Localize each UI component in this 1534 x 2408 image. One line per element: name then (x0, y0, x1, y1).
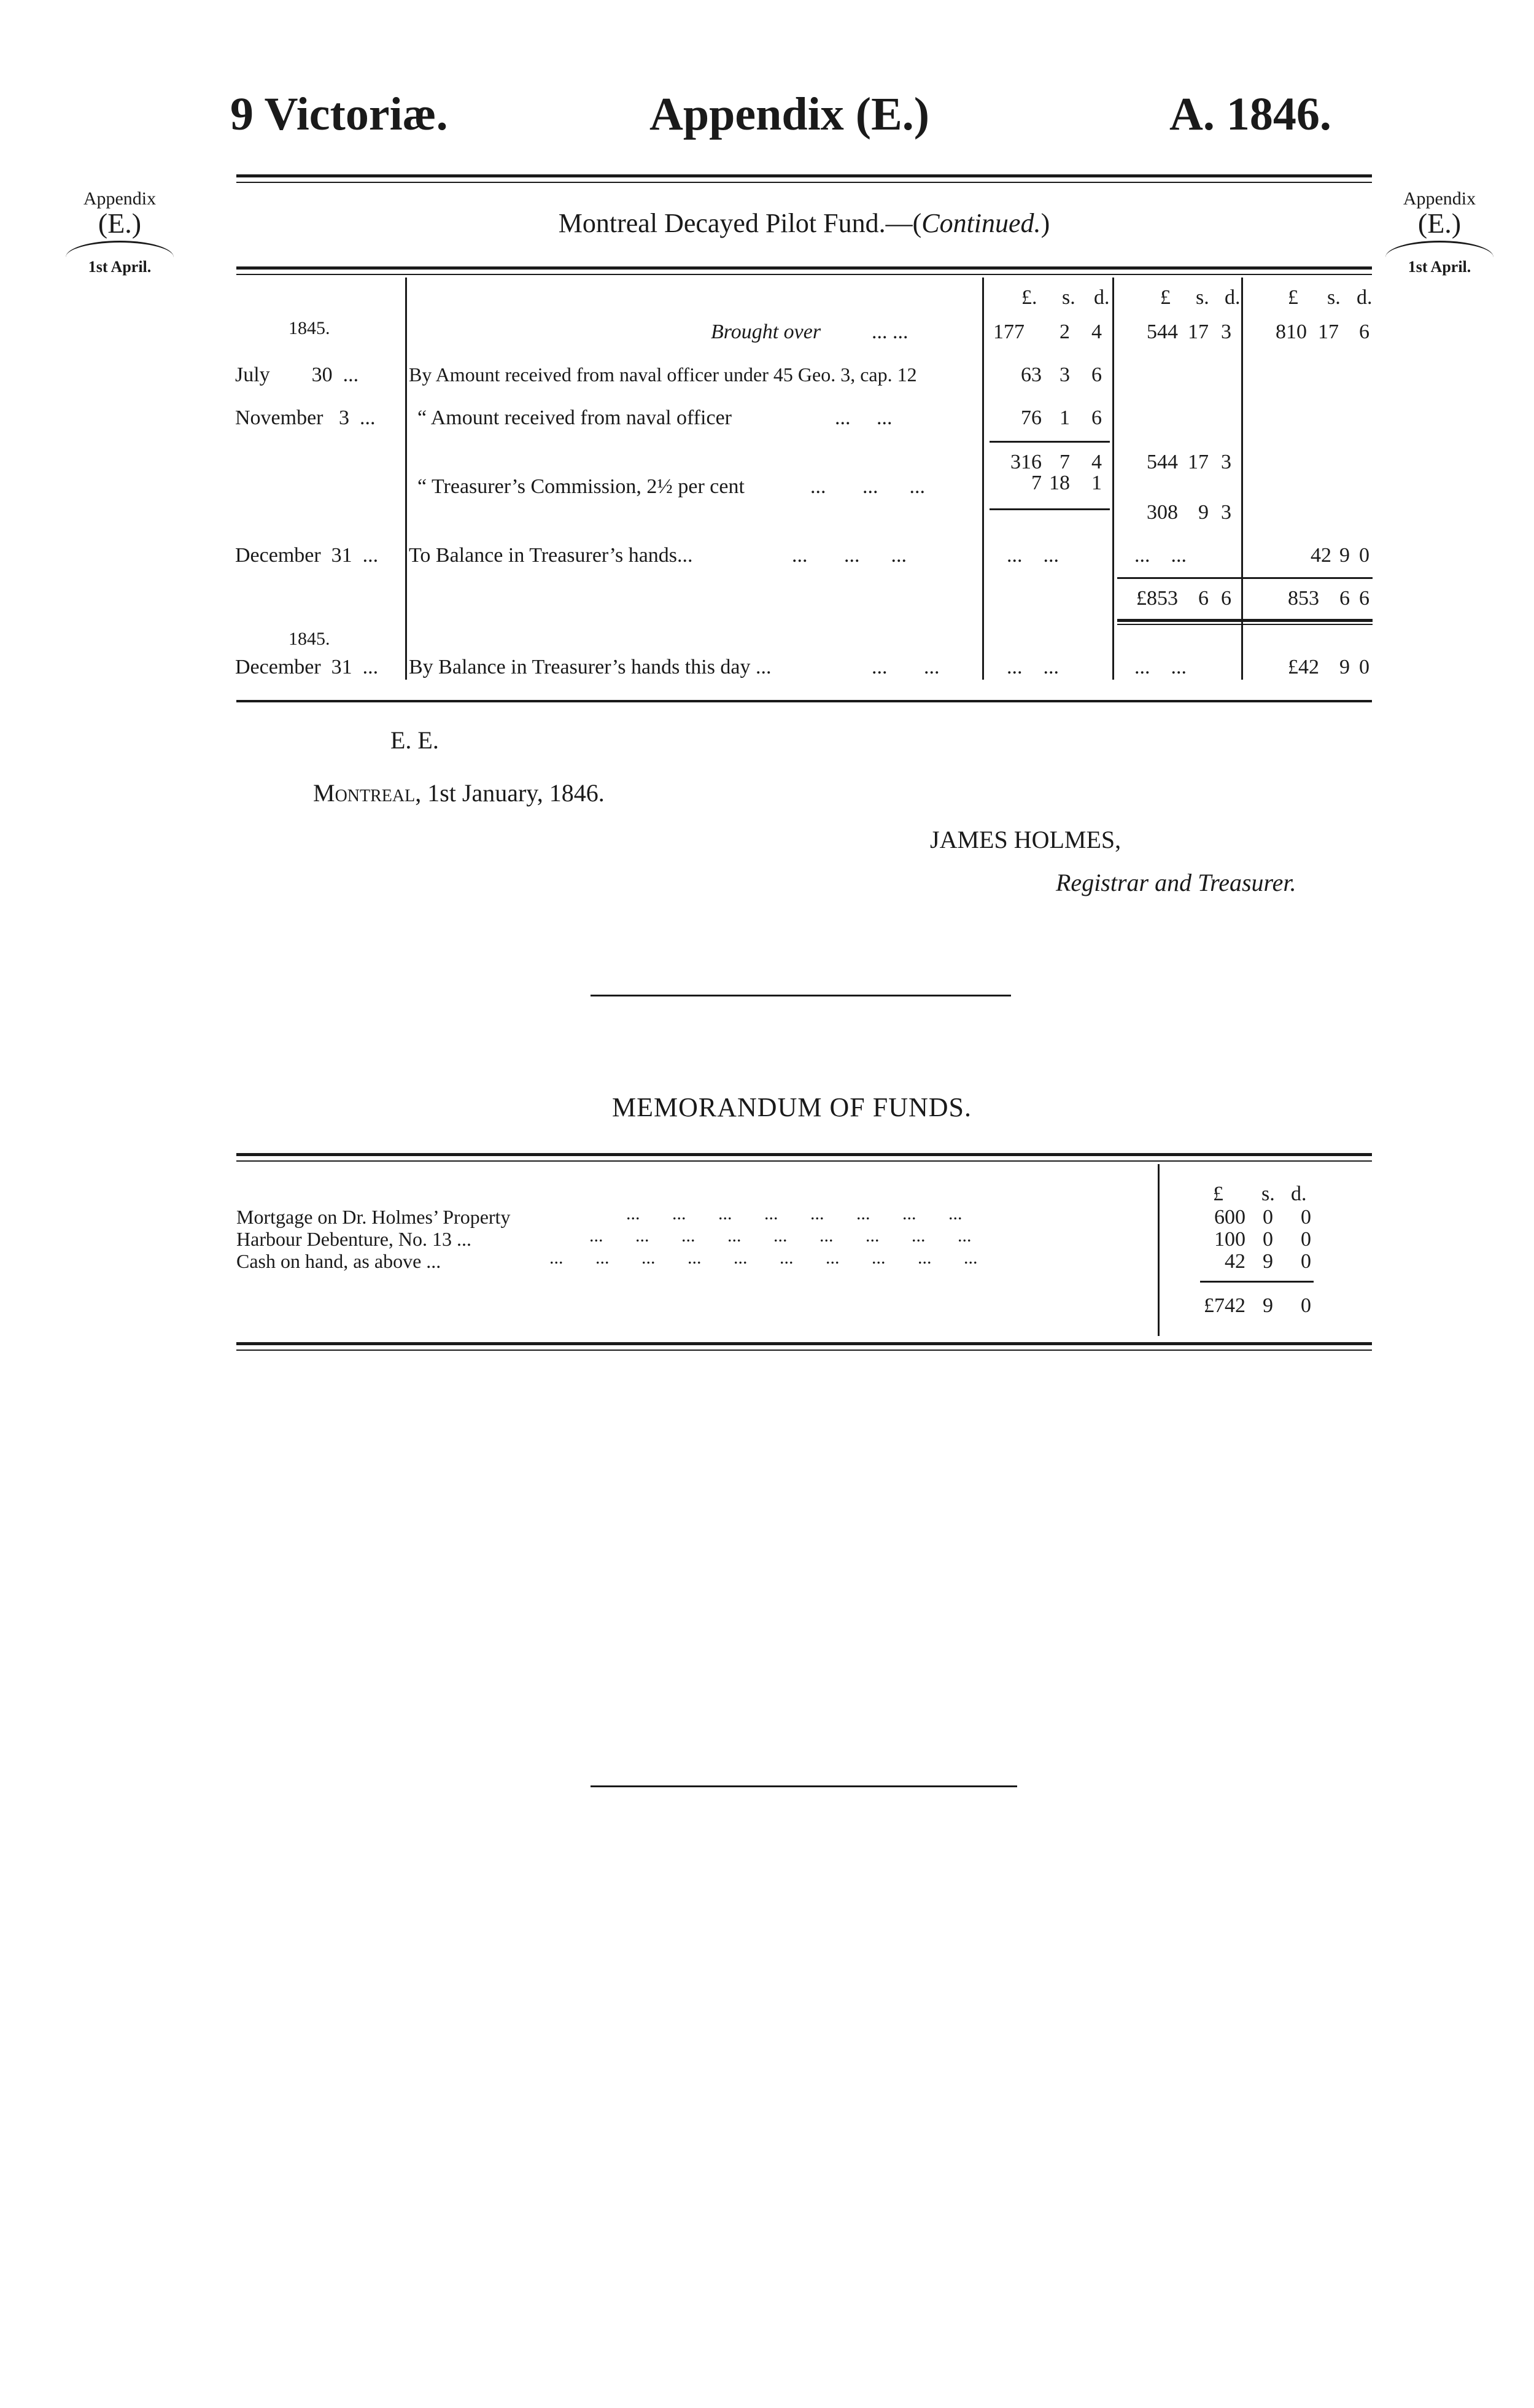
cell-c1-shillings: 3 (1059, 363, 1070, 386)
cell-c1-pounds: 7 (1031, 472, 1042, 494)
row-leader-dots: ... ... ... (792, 544, 907, 567)
row-date: 1845. (289, 318, 330, 338)
margin-appendix-letter: (E.) (98, 207, 142, 239)
cell-c3-shillings: 17 (1318, 320, 1339, 343)
cell-c3-shillings: 9 (1339, 544, 1350, 567)
margin-note-left (58, 189, 181, 275)
memo-item-pounds: 42 (1225, 1250, 1245, 1273)
memo-item-label: Cash on hand, as above ... (236, 1250, 441, 1272)
memo-item-pence: 0 (1301, 1206, 1311, 1229)
row-date: July 30 ... (235, 363, 359, 386)
col-header-c2-pounds: £ (1160, 286, 1171, 309)
table-title-close: ) (1040, 208, 1050, 238)
cell-c3-pounds: 853 (1288, 587, 1319, 610)
col-header-c3-pounds: £ (1288, 286, 1298, 309)
table-title-italic: Continued. (921, 208, 1041, 238)
header-volume: 9 Victoriæ. (230, 88, 448, 140)
row-c1-leader-dots: ... ... (1007, 656, 1059, 678)
signoff-initials: E. E. (390, 726, 439, 754)
margin-date: 1st April. (1408, 257, 1471, 276)
cell-c1-pence: 4 (1091, 451, 1102, 473)
cell-c1-pounds: 63 (1021, 363, 1042, 386)
margin-appendix-letter: (E.) (1417, 207, 1462, 239)
memo-total-pence: 0 (1301, 1294, 1311, 1317)
cell-c2-pounds: £853 (1136, 587, 1178, 610)
memo-title: MEMORANDUM OF FUNDS. (612, 1092, 972, 1122)
cell-c3-pence: 0 (1359, 656, 1369, 678)
cell-c1-pence: 6 (1091, 363, 1102, 386)
cell-c1-pounds: 177 (993, 320, 1025, 343)
cell-c3-pounds: £42 (1288, 656, 1319, 678)
memo-item-dots: ... ... ... ... ... ... ... ... (626, 1203, 963, 1224)
margin-date: 1st April. (88, 257, 152, 276)
cell-c1-pounds: 76 (1021, 406, 1042, 429)
section-separator (591, 995, 1011, 996)
cell-c1-pence: 4 (1091, 320, 1102, 343)
col-header-c1-pounds: £. (1021, 286, 1037, 309)
memo-rule-bottom (236, 1342, 1372, 1345)
memo-header-pounds: £ (1213, 1183, 1223, 1205)
total-rule-bottom-thin (1117, 624, 1373, 625)
signoff-place-date (313, 781, 605, 806)
margin-brace (66, 241, 174, 257)
cell-c3-pence: 6 (1359, 320, 1369, 343)
memo-column-divider (1158, 1164, 1160, 1336)
row-date: December 31 ... (235, 656, 379, 678)
cell-c2-pounds: 544 (1147, 451, 1178, 473)
page-end-separator (591, 1785, 1017, 1787)
signoff-name: JAMES HOLMES, (930, 826, 1121, 853)
cell-c3-pence: 6 (1359, 587, 1369, 610)
memo-header-shillings: s. (1261, 1183, 1275, 1205)
row-description: “ Treasurer’s Commission, 2½ per cent (417, 475, 745, 498)
total-rule-bottom (1117, 619, 1373, 622)
col-header-c3-pence: d. (1357, 286, 1373, 309)
cell-c1-pence: 1 (1091, 472, 1102, 494)
cell-c2-shillings: 17 (1188, 451, 1209, 473)
memo-rule-top (236, 1153, 1372, 1156)
row-leader-dots: ... ... (835, 406, 893, 429)
cell-c2-pounds: 308 (1147, 501, 1178, 524)
cell-c1-shillings: 2 (1059, 320, 1070, 343)
memo-total-rule (1200, 1281, 1314, 1283)
memo-item-shillings: 0 (1263, 1206, 1273, 1229)
margin-appendix-label: Appendix (83, 188, 157, 209)
memo-total-pounds: £742 (1204, 1294, 1245, 1317)
total-rule-top (1117, 577, 1373, 579)
memo-item-pence: 0 (1301, 1250, 1311, 1273)
col-header-c3-shillings: s. (1327, 286, 1341, 309)
row-description: “ Amount received from naval officer (417, 406, 732, 429)
cell-c2-pounds: 544 (1147, 320, 1178, 343)
signoff-date: , 1st January, 1846. (415, 779, 605, 807)
memo-item-label: Harbour Debenture, No. 13 ... (236, 1228, 471, 1250)
row-leader-dots: ... ... ... (810, 475, 925, 498)
row-date: December 31 ... (235, 544, 379, 567)
cell-c2-shillings: 9 (1198, 501, 1209, 524)
cell-c3-shillings: 9 (1339, 656, 1350, 678)
row-description: To Balance in Treasurer’s hands... (409, 544, 693, 567)
cell-c3-shillings: 6 (1339, 587, 1350, 610)
signoff-place: Montreal (313, 779, 416, 807)
row-leader-dots: ... ... (872, 320, 908, 343)
subtotal-rule-c1-b (990, 508, 1110, 510)
header-appendix: Appendix (E.) (649, 88, 930, 140)
column-divider-c1 (982, 278, 984, 680)
cell-c2-pence: 3 (1221, 451, 1231, 473)
cell-c2-shillings: 6 (1198, 587, 1209, 610)
header-rule-top (236, 174, 1372, 177)
subtotal-rule-c1 (990, 441, 1110, 443)
memo-item-shillings: 0 (1263, 1228, 1273, 1251)
cell-c3-pounds: 42 (1311, 544, 1331, 567)
cell-c1-shillings: 7 (1059, 451, 1070, 473)
col-header-c1-pence: d. (1094, 286, 1110, 309)
cell-c1-pence: 6 (1091, 406, 1102, 429)
cell-c2-shillings: 17 (1188, 320, 1209, 343)
column-divider-date (405, 278, 407, 680)
memo-item-label: Mortgage on Dr. Holmes’ Property (236, 1206, 511, 1228)
row-date-year: 1845. (289, 629, 330, 649)
cell-c3-pence: 0 (1359, 544, 1369, 567)
memo-header-pence: d. (1291, 1183, 1307, 1205)
memo-rule-bottom-thin (236, 1350, 1372, 1351)
memo-item-pounds: 100 (1214, 1228, 1245, 1251)
memo-item-shillings: 9 (1263, 1250, 1273, 1273)
table-title-text: Montreal Decayed Pilot Fund.—( (558, 208, 922, 238)
table-rule-bottom (236, 700, 1372, 702)
column-divider-c2 (1112, 278, 1114, 680)
margin-note-right (1378, 189, 1501, 275)
cell-c1-shillings: 1 (1059, 406, 1070, 429)
cell-c1-shillings: 18 (1049, 472, 1070, 494)
table-title (236, 208, 1372, 239)
memo-item-pence: 0 (1301, 1228, 1311, 1251)
margin-brace (1385, 241, 1493, 257)
col-header-c2-shillings: s. (1196, 286, 1209, 309)
table-rule-top-thin (236, 274, 1372, 275)
table-rule-top (236, 266, 1372, 270)
header-year: A. 1846. (1169, 88, 1331, 140)
memo-rule-top-thin (236, 1160, 1372, 1162)
cell-c2-pence: 6 (1221, 587, 1231, 610)
cell-c1-pounds: 316 (1010, 451, 1042, 473)
margin-appendix-label: Appendix (1403, 188, 1476, 209)
row-leader-dots: ... ... (872, 656, 940, 678)
row-c1-leader-dots: ... ... (1007, 544, 1059, 567)
row-c2-leader-dots: ... ... (1134, 656, 1187, 678)
row-description: By Amount received from naval officer under 45 Geo. 3, cap. 12 (409, 363, 917, 386)
row-description: By Balance in Treasurer’s hands this day ... (409, 656, 772, 678)
col-header-c1-shillings: s. (1062, 286, 1075, 309)
row-c2-leader-dots: ... ... (1134, 544, 1187, 567)
cell-c2-pence: 3 (1221, 320, 1231, 343)
cell-c3-pounds: 810 (1276, 320, 1307, 343)
row-date: November 3 ... (235, 406, 376, 429)
cell-c2-pence: 3 (1221, 501, 1231, 524)
memo-item-dots: ... ... ... ... ... ... ... ... ... (589, 1225, 972, 1246)
col-header-c2-pence: d. (1225, 286, 1241, 309)
header-rule-bottom (236, 182, 1372, 183)
memo-item-pounds: 600 (1214, 1206, 1245, 1229)
memo-item-dots: ... ... ... ... ... ... ... ... ... ... (549, 1248, 978, 1268)
row-description: Brought over (711, 320, 821, 343)
signoff-role: Registrar and Treasurer. (1056, 869, 1296, 896)
memo-total-shillings: 9 (1263, 1294, 1273, 1317)
